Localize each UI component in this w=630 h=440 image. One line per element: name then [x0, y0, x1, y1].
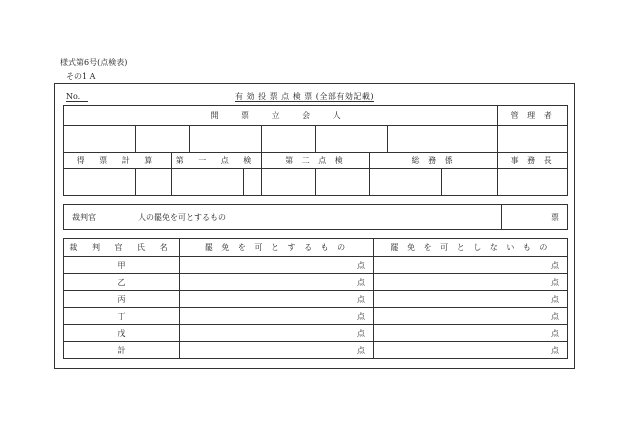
manager-header: 管 理 者	[498, 106, 568, 126]
second-check-header: 第 二 点 検	[262, 153, 370, 169]
manager-cell[interactable]	[498, 126, 568, 153]
total-no-cell[interactable]: 点	[374, 342, 568, 359]
dismissal-yes-header: 罷 免 を 可 と す る も の	[180, 239, 374, 257]
dismissal-yes-cell[interactable]: 点	[180, 257, 374, 274]
first-check-cell[interactable]	[172, 169, 244, 196]
judge-label: 裁判官	[72, 212, 96, 222]
general-affairs-cell[interactable]	[370, 169, 442, 196]
judge-description: 人の罷免を可とするもの	[138, 212, 226, 222]
total-yes-cell[interactable]: 点	[180, 342, 374, 359]
general-affairs-header: 総 務 係	[370, 153, 498, 169]
observer-cell[interactable]	[388, 126, 498, 153]
dismissal-no-cell[interactable]: 点	[374, 308, 568, 325]
judge-name-cell: 丁	[64, 308, 180, 325]
dismissal-no-cell[interactable]: 点	[374, 257, 568, 274]
second-check-cell[interactable]	[262, 169, 316, 196]
judge-name-cell: 戊	[64, 325, 180, 342]
observer-header: 開 票 立 会 人	[64, 106, 498, 126]
tally-header: 得 票 計 算	[64, 153, 172, 169]
dismissal-no-cell[interactable]: 点	[374, 274, 568, 291]
observer-cell[interactable]	[64, 126, 136, 153]
judge-summary-table	[63, 204, 568, 230]
dismissal-no-cell[interactable]: 点	[374, 325, 568, 342]
observer-cell[interactable]	[262, 126, 316, 153]
dismissal-yes-cell[interactable]: 点	[180, 291, 374, 308]
signature-table	[63, 105, 568, 196]
form-subtitle: その1 A	[66, 72, 96, 81]
judge-name-cell: 乙	[64, 274, 180, 291]
office-chief-header: 事 務 長	[498, 153, 568, 169]
tally-cell[interactable]	[64, 169, 136, 196]
first-check-cell[interactable]	[244, 169, 262, 196]
form-title: 有 効 投 票 点 検 票 (全部有効記載)	[235, 92, 375, 101]
judge-name-cell: 甲	[64, 257, 180, 274]
observer-cell[interactable]	[316, 126, 388, 153]
judge-tally-table	[63, 238, 568, 359]
number-label: No.	[66, 92, 88, 102]
observer-cell[interactable]	[190, 126, 262, 153]
dismissal-yes-cell[interactable]: 点	[180, 325, 374, 342]
office-chief-cell[interactable]	[498, 169, 568, 196]
ballot-count-cell[interactable]	[502, 205, 568, 230]
general-affairs-cell[interactable]	[442, 169, 498, 196]
judge-name-header: 裁 判 官 氏 名	[64, 239, 180, 257]
form-number-label: 様式第6号(点検表)	[60, 58, 128, 67]
dismissal-no-cell[interactable]: 点	[374, 291, 568, 308]
total-label-cell: 計	[64, 342, 180, 359]
dismissal-yes-cell[interactable]: 点	[180, 274, 374, 291]
judge-name-cell: 丙	[64, 291, 180, 308]
second-check-cell[interactable]	[316, 169, 370, 196]
ballot-unit: 票	[551, 212, 559, 222]
judge-summary-cell[interactable]	[64, 205, 502, 230]
tally-cell[interactable]	[136, 169, 172, 196]
observer-cell[interactable]	[136, 126, 190, 153]
dismissal-no-header: 罷 免 を 可 と し な い も の	[374, 239, 568, 257]
dismissal-yes-cell[interactable]: 点	[180, 308, 374, 325]
first-check-header: 第 一 点 検	[172, 153, 262, 169]
